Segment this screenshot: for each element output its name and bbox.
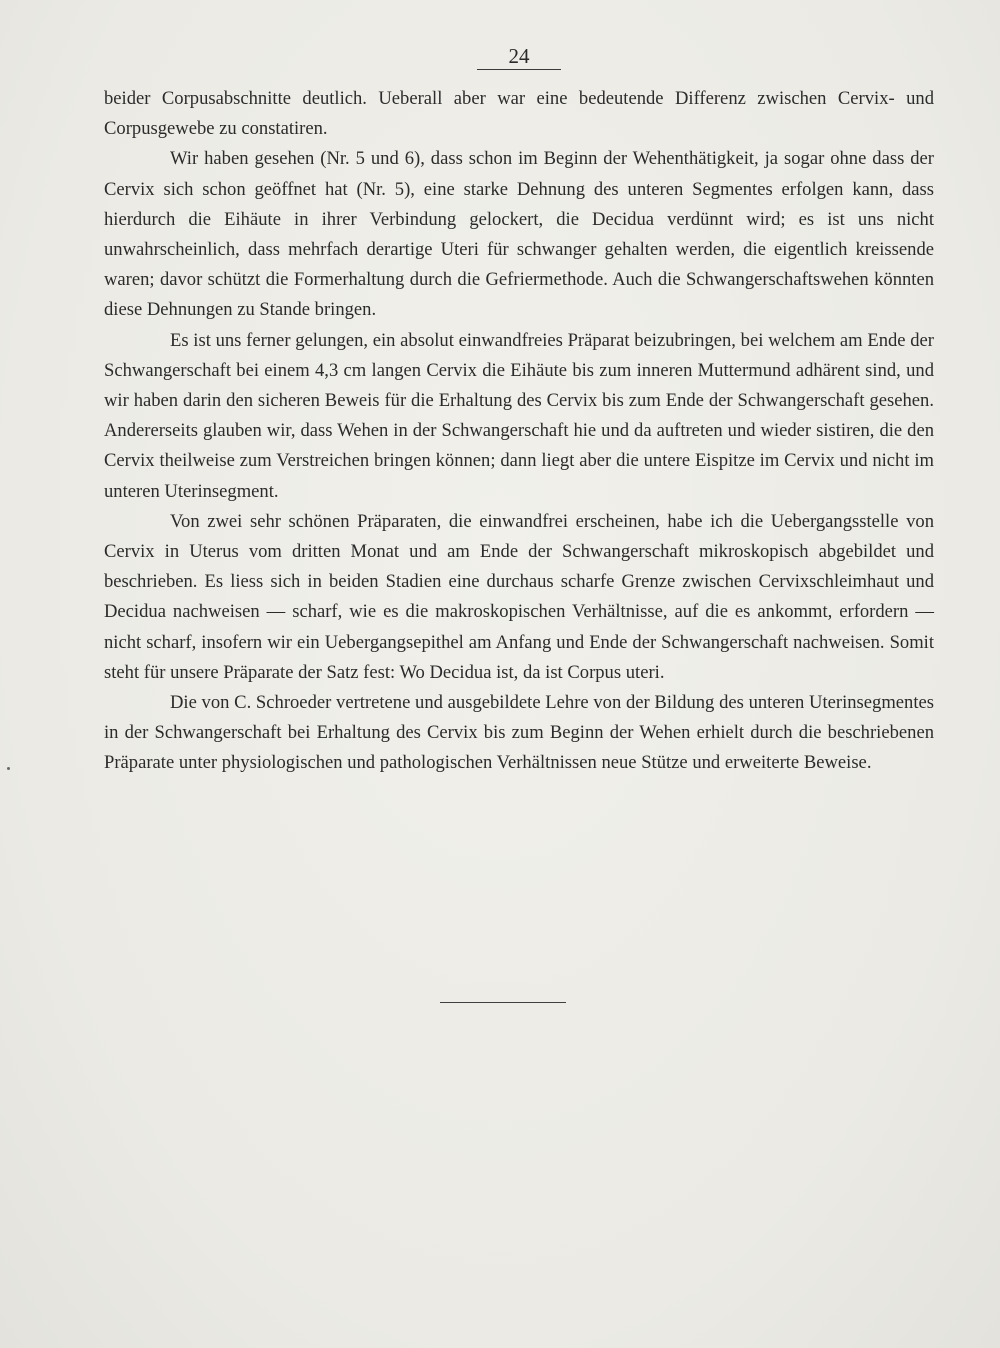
margin-speck — [7, 767, 10, 770]
paragraph: Von zwei sehr schönen Präparaten, die einwandfrei erscheinen, habe ich die Uebergangsstelle von Cervix in Uterus vom dritten Monat und am Ende der Schwangerschaft mikroskopisch abgebildet und beschrieben. Es liess sich in beiden Stadien eine durchaus scharfe Grenze zwischen Cervixschleimhaut und Decidua nachweisen — scharf, wie es die makroskopischen Verhältnisse, auf die es ankommt, erfordern — nicht scharf, insofern wir ein Uebergangsepithel am Anfang und Ende der Schwangerschaft nachweisen. Somit steht für unsere Präparate der Satz fest: Wo Decidua ist, da ist Corpus uteri. — [104, 510, 934, 683]
page-number: 24 — [508, 44, 530, 68]
body-text — [104, 84, 934, 779]
paragraph: Wir haben gesehen (Nr. 5 und 6), dass schon im Beginn der Wehenthätigkeit, ja sogar ohne dass der Cervix sich schon geöffnet hat (Nr. 5), eine starke Dehnung des unteren Segmentes erfolgen kann, dass hierdurch die Eihäute in ihrer Verbindung gelockert, die Decidua verdünnt wird; es ist uns nicht unwahrscheinlich, dass mehrfach derartige Uteri für schwanger gehalten werden, die eigentlich kreissende waren; davor schützt die Formerhaltung durch die Gefriermethode. Auch die Schwangerschaftswehen könnten diese Dehnungen zu Stande bringen. — [104, 148, 934, 321]
paragraph: Die von C. Schroeder vertretene und ausgebildete Lehre von der Bildung des unteren Uterinsegmentes in der Schwangerschaft bei Erhaltung des Cervix bis zum Beginn der Wehen erhielt durch die beschriebenen Präparate unter physiologischen und pathologischen Verhältnissen neue Stütze und erweiterte Beweise. — [104, 692, 934, 774]
paragraph-continuation: beider Corpusabschnitte deutlich. Ueberall aber war eine bedeutende Differenz zwischen Cervix- und Corpusgewebe zu constatiren. — [104, 88, 934, 140]
paragraph: Es ist uns ferner gelungen, ein absolut einwandfreies Präparat beizubringen, bei welchem am Ende der Schwangerschaft bei einem 4,3 cm langen Cervix die Eihäute bis zum inneren Muttermund adhärent sind, und wir haben darin den sicheren Beweis für die Erhaltung des Cervix bis zum Ende der Schwangerschaft gesehen. Andererseits glauben wir, dass Wehen in der Schwangerschaft hie und da auftreten und wieder sistiren, die den Cervix theilweise zum Verstreichen bringen können; dann liegt aber die untere Eispitze im Cervix und nicht im unteren Uterinsegment. — [104, 329, 934, 502]
section-end-divider — [440, 1002, 566, 1003]
page-number-underline — [477, 69, 561, 70]
